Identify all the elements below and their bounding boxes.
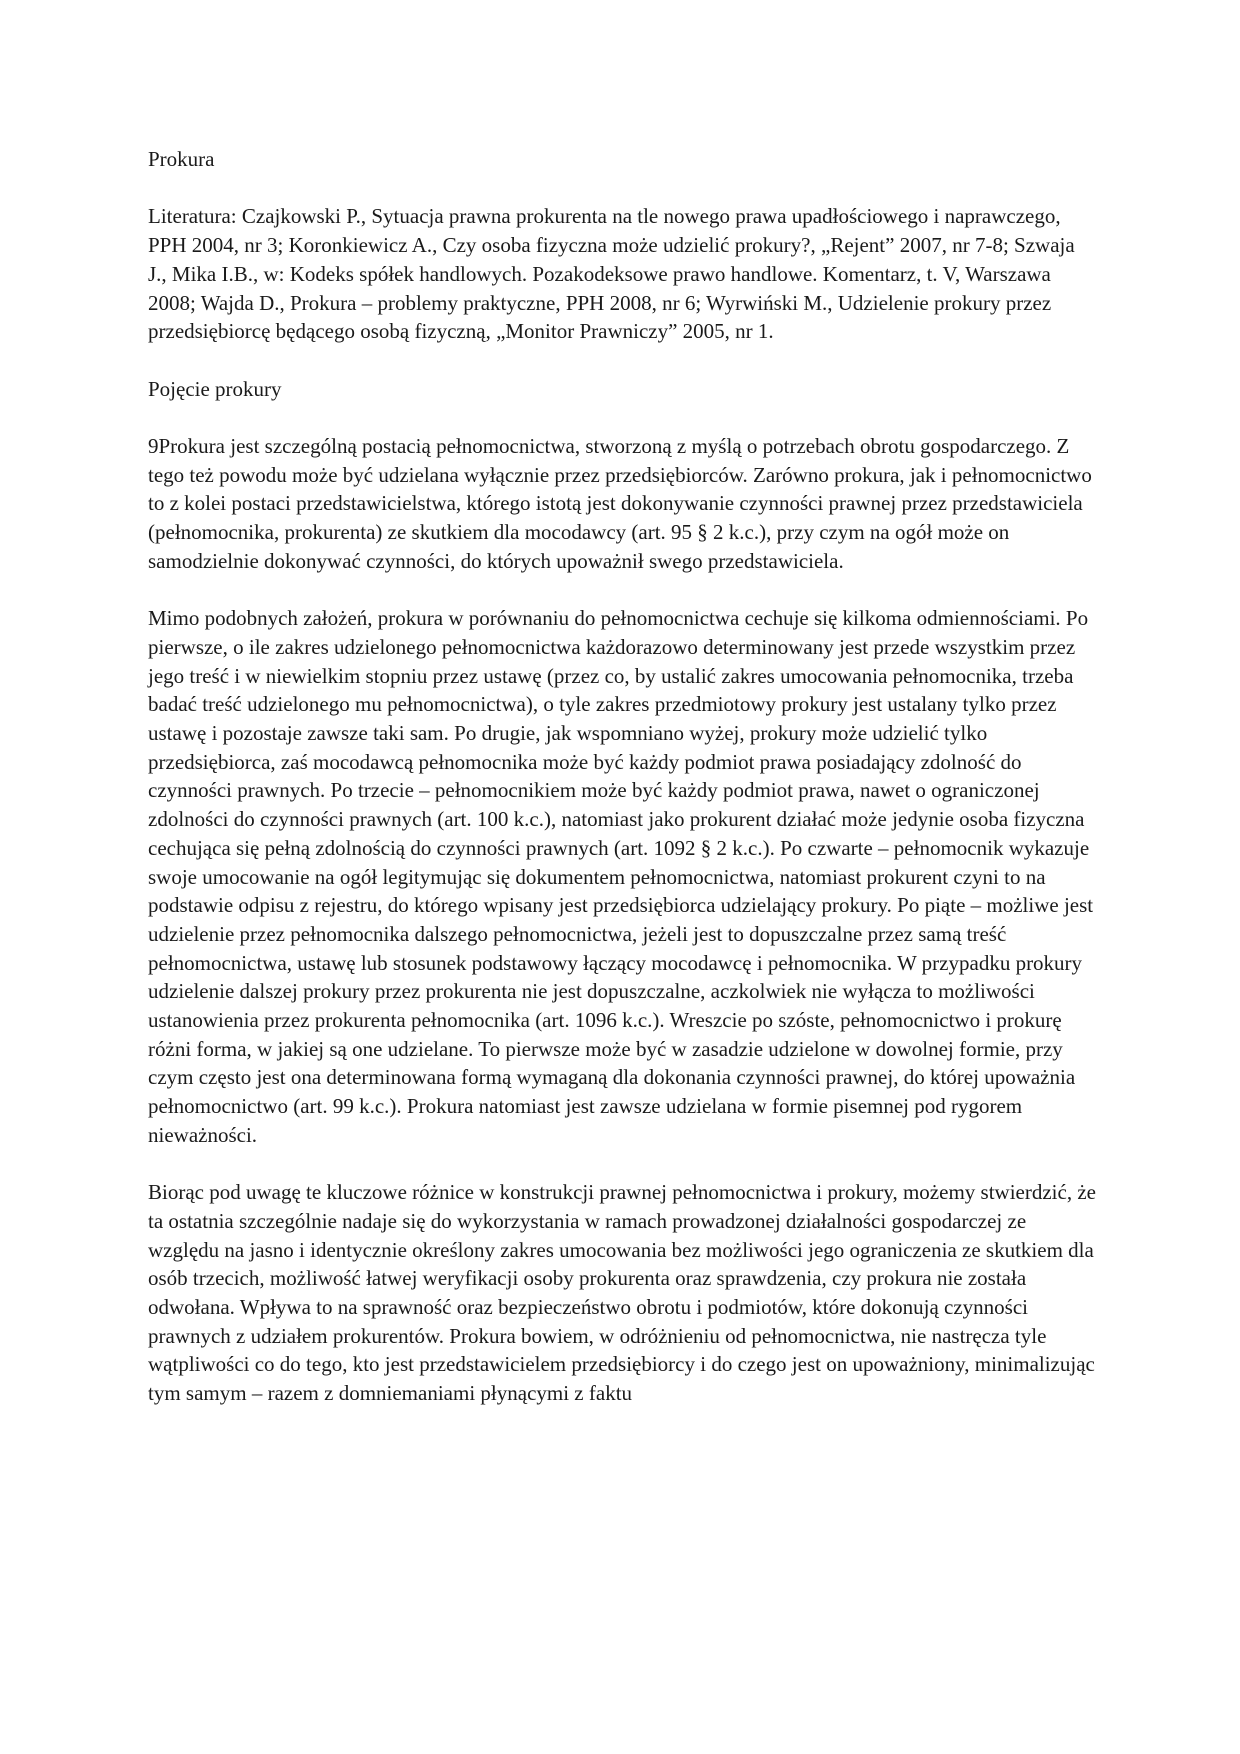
- document-page: [148, 145, 1098, 1437]
- section-heading: Pojęcie prokury: [148, 376, 282, 401]
- body-paragraph-3: Biorąc pod uwagę te kluczowe różnice w konstrukcji prawnej pełnomocnictwa i prokury, możemy stwierdzić, że ta ostatnia szczególnie nadaje się do wykorzystania w ramach prowadzonej działalności gospodarczej ze względu na jasno i identycznie określony zakres umocowania bez możliwości jego ograniczenia ze skutkiem dla osób trzecich, możliwość łatwej weryfikacji osoby prokurenta oraz sprawdzenia, czy prokura nie została odwołana. Wpływa to na sprawność oraz bezpieczeństwo obrotu i podmiotów, które dokonują czynności prawnych z udziałem prokurentów. Prokura bowiem, w odróżnieniu od pełnomocnictwa, nie nastręcza tyle wątpliwości co do tego, kto jest przedstawicielem przedsiębiorcy i do czego jest on upoważniony, minimalizując tym samym – razem z domniemaniami płynącymi z faktu: [148, 1180, 1096, 1406]
- document-title: Prokura: [148, 147, 215, 171]
- literature-paragraph: Literatura: Czajkowski P., Sytuacja prawna prokurenta na tle nowego prawa upadłościowego i naprawczego, PPH 2004, nr 3; Koronkiewicz A., Czy osoba fizyczna może udzielić prokury?, „Rejent” 2007, nr 7-8; Szwaja J., Mika I.B., w: Kodeks spółek handlowych. Pozakodeksowe prawo handlowe. Komentarz, t. V, Warszawa 2008; Wajda D., Prokura – problemy praktyczne, PPH 2008, nr 6; Wyrwiński M., Udzielenie prokury przez przedsiębiorcę będącego osobą fizyczną, „Monitor Prawniczy” 2005, nr 1.: [148, 204, 1075, 344]
- body-paragraph-1: 9Prokura jest szczególną postacią pełnomocnictwa, stworzoną z myślą o potrzebach obrotu gospodarczego. Z tego też powodu może być udzielana wyłącznie przez przedsiębiorców. Zarówno prokura, jak i pełnomocnictwo to z kolei postaci przedstawicielstwa, którego istotą jest dokonywanie czynności prawnej przez przedstawiciela (pełnomocnika, prokurenta) ze skutkiem dla mocodawcy (art. 95 § 2 k.c.), przy czym na ogół może on samodzielnie dokonywać czynności, do których upoważnił swego przedstawiciela.: [148, 433, 1092, 573]
- body-paragraph-2: Mimo podobnych założeń, prokura w porównaniu do pełnomocnictwa cechuje się kilkoma odmiennościami. Po pierwsze, o ile zakres udzielonego pełnomocnictwa każdorazowo determinowany jest przede wszystkim przez jego treść i w niewielkim stopniu przez ustawę (przez co, by ustalić zakres umocowania pełnomocnika, trzeba badać treść udzielonego mu pełnomocnictwa), o tyle zakres przedmiotowy prokury jest ustalany tylko przez ustawę i pozostaje zawsze taki sam. Po drugie, jak wspomniano wyżej, prokury może udzielić tylko przedsiębiorca, zaś mocodawcą pełnomocnika może być każdy podmiot prawa posiadający zdolność do czynności prawnych. Po trzecie – pełnomocnikiem może być każdy podmiot prawa, nawet o ograniczonej zdolności do czynności prawnych (art. 100 k.c.), natomiast jako prokurent działać może jedynie osoba fizyczna cechująca się pełną zdolnością do czynności prawnych (art. 1092 § 2 k.c.). Po czwarte – pełnomocnik wykazuje swoje umocowanie na ogół legitymując się dokumentem pełnomocnictwa, natomiast prokurent czyni to na podstawie odpisu z rejestru, do którego wpisany jest przedsiębiorca udzielający prokury. Po piąte – możliwe jest udzielenie przez pełnomocnika dalszego pełnomocnictwa, jeżeli jest to dopuszczalne przez samą treść pełnomocnictwa, ustawę lub stosunek podstawowy łączący mocodawcę i pełnomocnika. W przypadku prokury udzielenie dalszej prokury przez prokurenta nie jest dopuszczalne, aczkolwiek nie wyłącza to możliwości ustanowienia przez prokurenta pełnomocnika (art. 1096 k.c.). Wreszcie po szóste, pełnomocnictwo i prokurę różni forma, w jakiej są one udzielane. To pierwsze może być w zasadzie udzielone w dowolnej formie, przy czym często jest ona determinowana formą wymaganą dla dokonania czynności prawnej, do której upoważnia pełnomocnictwo (art. 99 k.c.). Prokura natomiast jest zawsze udzielana w formie pisemnej pod rygorem nieważności.: [148, 606, 1094, 1147]
